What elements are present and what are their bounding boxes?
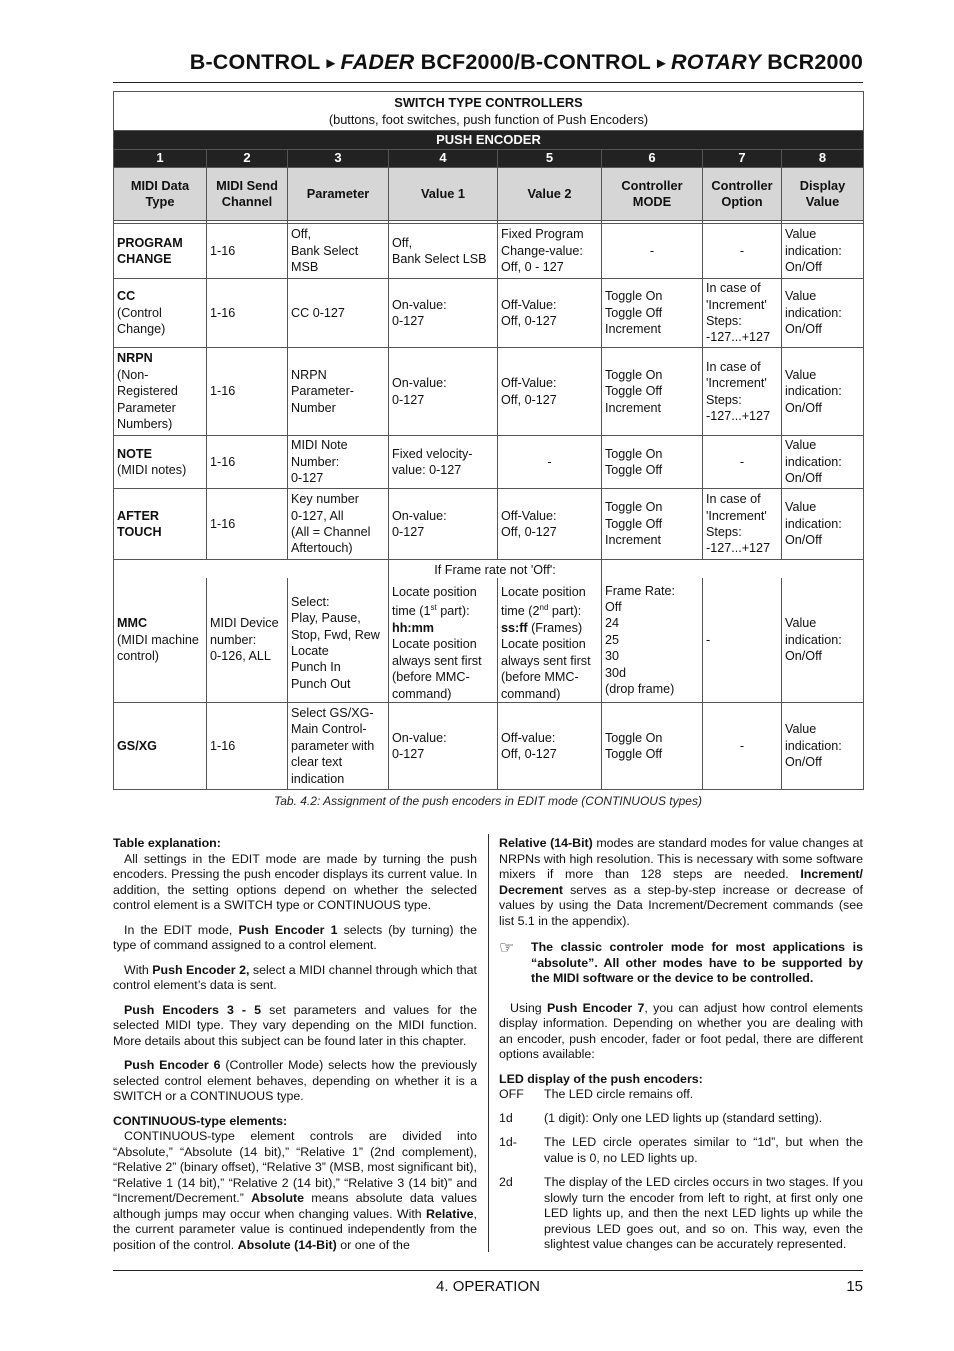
- mode-cell: Toggle On Toggle Off: [602, 703, 703, 790]
- cell-line: (Non-: [117, 367, 149, 382]
- cell-line: Toggle On: [605, 446, 663, 461]
- cell-line: Registered: [117, 384, 178, 399]
- column-divider: [488, 834, 489, 1252]
- cell-line: Off,: [392, 235, 413, 250]
- cell-line: PROGRAM: [117, 235, 183, 250]
- display-cell: [782, 279, 864, 348]
- cell-line: Increment: [605, 322, 661, 337]
- cell-line: 1-16: [210, 243, 236, 258]
- cell-line: In case of: [706, 281, 761, 296]
- mode-cell: [602, 224, 703, 279]
- column-header: Value 1: [389, 168, 498, 221]
- col-number: 3: [288, 150, 389, 168]
- section-label: PUSH ENCODER: [114, 131, 864, 150]
- parameter-cell: [288, 279, 389, 348]
- cell-line: Off-Value:: [501, 508, 557, 523]
- cell-line: On/Off: [785, 400, 822, 415]
- column-header: Controller MODE: [602, 168, 703, 221]
- cell-line: Aftertouch): [291, 541, 353, 556]
- cell-line: 1-16: [210, 516, 236, 531]
- cell-line: On/Off: [785, 322, 822, 337]
- channel-cell: 1-16: [207, 703, 288, 790]
- column-header: Parameter: [288, 168, 389, 221]
- paragraph: Using Push Encoder 7, you can adjust how control elements display information. Depending on whether you are dealing with an encoder, push encoder, fader or foot pedal, there are different options available:: [499, 1000, 863, 1061]
- parameter-cell: [288, 436, 389, 489]
- option-cell: -: [703, 703, 782, 790]
- column-header: MIDI Data Type: [114, 168, 207, 221]
- value1-cell: [389, 348, 498, 436]
- led-desc: (1 digit): Only one LED lights up (standard setting).: [544, 1110, 823, 1125]
- parameter-cell: Select: Play, Pause, Stop, Fwd, Rew Locate Punch In Punch Out: [288, 578, 389, 703]
- cell-line: TOUCH: [117, 525, 162, 539]
- push-encoder-table: [113, 91, 864, 790]
- cell-line: 0-127: [392, 392, 425, 407]
- table-row: [114, 279, 864, 348]
- option-cell: [703, 279, 782, 348]
- value1-cell: Locate position time (1st part): hh:mm Locate position always sent first (before MMC- command): [389, 578, 498, 703]
- header-rule: [113, 82, 863, 83]
- type-cell: MMC (MIDI machine control): [114, 578, 207, 703]
- cell-line: CC 0-127: [291, 305, 345, 320]
- table-row: [114, 436, 864, 489]
- cell-line: Toggle Off: [605, 516, 663, 531]
- table-row: [114, 224, 864, 279]
- cell-line: Toggle On: [605, 500, 663, 515]
- column-header: Value 2: [498, 168, 602, 221]
- cell-line: NRPN: [117, 351, 153, 366]
- column-number-row: [114, 150, 864, 168]
- value2-cell: Locate position time (2nd part): ss:ff (Frames) Locate position always sent first (before MMC- command): [498, 578, 602, 703]
- cell-line: (MIDI notes): [117, 463, 187, 477]
- option-cell: -: [703, 578, 782, 703]
- cell-line: Toggle Off: [605, 384, 663, 399]
- col-number: 5: [498, 150, 602, 168]
- mode-cell: [602, 436, 703, 489]
- frame-note: If Frame rate not 'Off':: [389, 560, 602, 579]
- cell-line: 0-127, All: [291, 508, 344, 523]
- option-cell: [703, 348, 782, 436]
- parameter-cell: [288, 348, 389, 436]
- mode-cell: [602, 348, 703, 436]
- header-brand: B-CONTROL: [189, 50, 321, 74]
- cell-line: Steps:: [706, 392, 742, 407]
- display-cell: [782, 489, 864, 560]
- channel-cell: MIDI Device number: 0-126, ALL: [207, 578, 288, 703]
- cell-line: In case of: [706, 492, 761, 507]
- paragraph: Push Encoder 6 (Controller Mode) selects how the previously selected control element behaves, depending on whether it is a SWITCH or a CONTINUOUS type.: [113, 1058, 477, 1103]
- led-list-item: [499, 1087, 863, 1103]
- col-number: 1: [114, 150, 207, 168]
- table-row: [114, 489, 864, 560]
- channel-cell: [207, 436, 288, 489]
- column-header: Controller Option: [703, 168, 782, 221]
- value1-cell: [389, 436, 498, 489]
- cell-line: On-value:: [392, 508, 447, 523]
- cell-line: Value: [785, 367, 817, 382]
- cell-line: Off, 0-127: [501, 314, 557, 328]
- value2-cell: [498, 279, 602, 348]
- parameter-cell: [288, 224, 389, 279]
- footer-section: 4. OPERATION: [436, 1278, 540, 1295]
- note-text: The classic controler mode for most applications is “absolute”. All other modes have to be supported by the MIDI software or the device to be controlled.: [531, 940, 863, 985]
- cell-line: -127...+127: [706, 330, 771, 345]
- cell-line: 1-16: [210, 305, 236, 320]
- led-key: OFF: [499, 1087, 524, 1101]
- value2-cell: [498, 224, 602, 279]
- cell-line: Number:: [291, 454, 340, 469]
- cell-line: Off, 0 - 127: [501, 260, 564, 275]
- led-desc: The display of the LED circles occurs in two stages. If you slowly turn the encoder from left to right, at first only one LED lights up, and then the next LED lights up while the previous LED goes out, and so on. This way, even the slightest value changes can be accurately represented.: [544, 1175, 863, 1251]
- cell-line: 'Increment': [706, 376, 767, 391]
- type-cell: [114, 348, 207, 436]
- table-row: [114, 578, 864, 703]
- footer-rule: [113, 1270, 863, 1271]
- value2-cell: Off-value: Off, 0-127: [498, 703, 602, 790]
- column-header: MIDI Send Channel: [207, 168, 288, 221]
- display-cell: Value indication: On/Off: [782, 578, 864, 703]
- cell-line: Fixed velocity-: [392, 446, 473, 461]
- cell-line: Steps:: [706, 525, 742, 539]
- cell-line: -: [649, 243, 655, 258]
- type-cell: [114, 224, 207, 279]
- cell-line: Numbers): [117, 417, 173, 432]
- cell-line: Change-value:: [501, 243, 583, 258]
- cell-line: AFTER: [117, 508, 159, 523]
- cell-line: 0-127: [392, 314, 425, 328]
- col-number: 6: [602, 150, 703, 168]
- cell-line: Off-Value:: [501, 376, 557, 391]
- cell-line: Bank Select: [291, 243, 359, 258]
- cell-line: CC: [117, 289, 136, 304]
- cell-line: 1-16: [210, 384, 236, 399]
- parameter-cell: Select GS/XG- Main Control- parameter with clear text indication: [288, 703, 389, 790]
- cell-line: NRPN: [291, 367, 327, 382]
- table-row: [114, 703, 864, 790]
- led-key: 2d: [499, 1175, 513, 1189]
- note-box: [499, 940, 863, 987]
- cell-line: Toggle Off: [605, 305, 663, 320]
- led-list-item: [499, 1175, 863, 1253]
- col-number: 7: [703, 150, 782, 168]
- left-column: [113, 836, 477, 1262]
- cell-line: -: [547, 454, 552, 469]
- display-cell: Value indication: On/Off: [782, 703, 864, 790]
- cell-line: Steps:: [706, 314, 742, 328]
- cell-line: Value: [785, 500, 817, 515]
- cell-line: In case of: [706, 359, 761, 374]
- mode-cell: [602, 279, 703, 348]
- col-number: 2: [207, 150, 288, 168]
- cell-line: On/Off: [785, 260, 822, 275]
- cell-line: Off-Value:: [501, 297, 557, 312]
- table-row: [114, 560, 864, 579]
- led-desc: The LED circle operates similar to “1d”, but when the value is 0, no LED lights up.: [544, 1135, 863, 1165]
- cell-line: -127...+127: [706, 541, 771, 556]
- paragraph: In the EDIT mode, Push Encoder 1 selects (by turning) the type of command assigned to a control element.: [113, 922, 477, 952]
- led-key: 1d: [499, 1110, 513, 1125]
- cell-line: Bank Select LSB: [392, 252, 487, 266]
- cell-line: 0-127: [392, 525, 425, 539]
- cell-line: Value: [785, 227, 817, 242]
- type-cell: [114, 436, 207, 489]
- cell-line: Increment: [605, 533, 661, 548]
- display-cell: [782, 436, 864, 489]
- value2-cell: [498, 489, 602, 560]
- type-cell: GS/XG: [114, 703, 207, 790]
- cell-line: Value: [785, 289, 817, 304]
- table-title-row: [114, 92, 864, 131]
- option-cell: [703, 224, 782, 279]
- cell-line: Toggle Off: [605, 463, 663, 477]
- play-triangle-icon: ►: [323, 55, 339, 72]
- cell-line: 'Increment': [706, 297, 767, 312]
- cell-line: Off,: [291, 227, 312, 242]
- cell-line: On-value:: [392, 297, 447, 312]
- mode-cell: [602, 489, 703, 560]
- value1-cell: [389, 224, 498, 279]
- value1-cell: On-value: 0-127: [389, 703, 498, 790]
- play-triangle-icon: ►: [653, 55, 670, 72]
- cell-line: NOTE: [117, 446, 152, 461]
- section-row: [114, 131, 864, 150]
- cell-line: indication:: [785, 454, 842, 469]
- value2-cell: [498, 348, 602, 436]
- paragraph: Push Encoders 3 - 5 set parameters and values for the selected MIDI type. They vary depending on the MIDI function. More details about this subject can be found later in this chapter.: [113, 1002, 478, 1048]
- cell-line: indication:: [785, 305, 842, 320]
- cell-line: -: [739, 454, 745, 469]
- channel-cell: [207, 279, 288, 348]
- table-subtitle: (buttons, foot switches, push function of Push Encoders): [328, 112, 649, 127]
- cell-line: Parameter-: [291, 384, 354, 399]
- cell-line: CHANGE: [117, 252, 172, 266]
- cell-line: Change): [117, 322, 166, 337]
- cell-line: On/Off: [785, 471, 822, 486]
- channel-cell: [207, 348, 288, 436]
- channel-cell: [207, 224, 288, 279]
- cell-line: On/Off: [785, 533, 822, 548]
- header-model-2: BCR2000: [761, 50, 863, 74]
- cell-line: Key number: [291, 492, 359, 507]
- type-cell: [114, 279, 207, 348]
- value1-cell: [389, 489, 498, 560]
- cell-line: Off, 0-127: [501, 392, 557, 407]
- cell-line: Off, 0-127: [501, 525, 557, 539]
- value2-cell: [498, 436, 602, 489]
- value1-cell: [389, 279, 498, 348]
- cell-line: Number: [291, 400, 336, 415]
- paragraph: With Push Encoder 2, select a MIDI channel through which that control element’s data is sent.: [113, 962, 477, 992]
- led-desc: The LED circle remains off.: [544, 1087, 694, 1101]
- col-number: 8: [782, 150, 864, 168]
- parameter-cell: [288, 489, 389, 560]
- heading-led-display: LED display of the push encoders:: [499, 1071, 703, 1086]
- cell-line: MSB: [291, 260, 319, 275]
- cell-line: Value: [785, 438, 817, 453]
- led-list: [499, 1087, 863, 1253]
- led-list-item: [499, 1135, 863, 1166]
- table-row: [114, 348, 864, 436]
- paragraph: Relative (14-Bit) modes are standard modes for value changes at NRPNs with high resolution. This is necessary with some software mixers if more than 128 steps are needed. Increment/ Decrement serves as a step-by-step increase or decrease of values by using the Data Increment/Decrement commands (see list 5.1 in the appendix).: [499, 836, 863, 928]
- header-fader: FADER: [340, 50, 415, 74]
- cell-line: On-value:: [392, 376, 447, 391]
- column-header: Display Value: [782, 168, 864, 221]
- type-cell: [114, 489, 207, 560]
- heading-continuous: CONTINUOUS-type elements:: [113, 1113, 288, 1128]
- header-rotary: ROTARY: [671, 50, 762, 74]
- table-caption: Tab. 4.2: Assignment of the push encoders in EDIT mode (CONTINUOUS types): [274, 794, 702, 808]
- heading-table-explanation: Table explanation:: [113, 836, 221, 850]
- display-cell: [782, 224, 864, 279]
- table-body: [114, 224, 864, 560]
- page-number: 15: [846, 1278, 863, 1295]
- option-cell: [703, 489, 782, 560]
- cell-line: indication:: [785, 516, 842, 531]
- led-list-item: [499, 1111, 863, 1127]
- paragraph: CONTINUOUS-type element controls are divided into “Absolute,” “Absolute (14 bit),” “Relative 1” (2nd complement), “Relative 2” (binary offset), “Relative 3” (MSB, most significant bit), “Relative 1 (14 bit),” “Relative 2 (14 bit),” “Relative 3 (14 bit)” and “Increment/Decrement.” Absolute means absolute data values although jumps may occur when changing values. With Relative, the current parameter value is continued independently from the position of the control. Absolute (14-Bit) or one of the: [113, 1129, 477, 1252]
- cell-line: Toggle On: [605, 289, 663, 304]
- cell-line: Parameter: [117, 400, 176, 415]
- cell-line: 0-127: [291, 471, 324, 486]
- cell-line: Toggle On: [605, 367, 663, 382]
- pointing-hand-icon: ☞: [499, 938, 515, 957]
- page-header: [113, 50, 863, 75]
- col-number: 4: [389, 150, 498, 168]
- cell-line: value: 0-127: [392, 463, 462, 477]
- cell-line: 1-16: [210, 454, 236, 469]
- column-header-row: [114, 168, 864, 221]
- cell-line: Fixed Program: [501, 227, 584, 242]
- cell-line: 'Increment': [706, 508, 767, 523]
- cell-line: (Control: [117, 305, 162, 320]
- cell-line: indication:: [785, 243, 842, 258]
- cell-line: Increment: [605, 400, 661, 415]
- cell-line: (All = Channel: [291, 525, 371, 539]
- option-cell: [703, 436, 782, 489]
- cell-line: indication:: [785, 384, 842, 399]
- cell-line: -: [739, 243, 745, 258]
- cell-line: MIDI Note: [291, 438, 348, 453]
- paragraph: All settings in the EDIT mode are made by turning the push encoders. Pressing the push encoder displays its current value. In addition, the setting options depend on whether the selected control element is a SWITCH type or CONTINUOUS type.: [113, 851, 477, 912]
- header-model-1: BCF2000/B-CONTROL: [414, 50, 651, 74]
- display-cell: [782, 348, 864, 436]
- table-title: SWITCH TYPE CONTROLLERS: [394, 95, 583, 110]
- right-column: [499, 836, 863, 1262]
- channel-cell: [207, 489, 288, 560]
- mode-cell: Frame Rate: Off 24 25 30 30d (drop frame): [602, 578, 703, 703]
- cell-line: -127...+127: [706, 408, 771, 423]
- led-key: 1d-: [499, 1135, 517, 1149]
